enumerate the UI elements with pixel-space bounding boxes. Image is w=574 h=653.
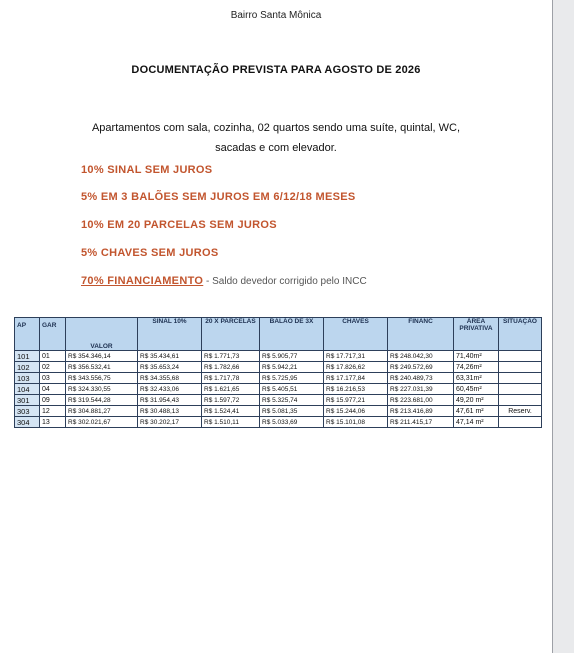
balloon-value: R$ 5.033,69 [260, 417, 324, 428]
keys-value: R$ 15.977,21 [324, 395, 388, 406]
term-installments: 10% EM 20 PARCELAS SEM JUROS [81, 219, 277, 231]
garage-number: 03 [40, 373, 66, 384]
status-value [499, 351, 542, 362]
entry-value: R$ 31.954,43 [138, 395, 202, 406]
header-gar: GAR [40, 318, 66, 351]
financing-value: R$ 223.681,00 [388, 395, 454, 406]
keys-value: R$ 16.216,53 [324, 384, 388, 395]
header-ap: AP [15, 318, 40, 351]
table-row [15, 406, 542, 417]
table-row [15, 351, 542, 362]
balloon-value: R$ 5.725,95 [260, 373, 324, 384]
installment-value: R$ 1.717,78 [202, 373, 260, 384]
private-area: 47,14 m² [454, 417, 499, 428]
price-value: R$ 302.021,67 [66, 417, 138, 428]
garage-number: 02 [40, 362, 66, 373]
table-row [15, 384, 542, 395]
header-chaves: CHAVES [324, 318, 388, 351]
private-area: 74,26m² [454, 362, 499, 373]
balloon-value: R$ 5.081,35 [260, 406, 324, 417]
header-balao: BALÃO DE 3X [260, 318, 324, 351]
table-row [15, 362, 542, 373]
status-value [499, 395, 542, 406]
units-table [14, 317, 542, 428]
unit-number: 101 [15, 351, 40, 362]
private-area: 49,20 m² [454, 395, 499, 406]
financing-note: - Saldo devedor corrigido pelo INCC [203, 276, 367, 287]
price-value: R$ 304.881,27 [66, 406, 138, 417]
header-parcelas: 20 X PARCELAS [202, 318, 260, 351]
keys-value: R$ 15.101,08 [324, 417, 388, 428]
status-value [499, 373, 542, 384]
status-value [499, 417, 542, 428]
garage-number: 13 [40, 417, 66, 428]
financing-value: R$ 249.572,69 [388, 362, 454, 373]
financing-value: R$ 213.416,89 [388, 406, 454, 417]
installment-value: R$ 1.510,11 [202, 417, 260, 428]
private-area: 71,40m² [454, 351, 499, 362]
keys-value: R$ 15.244,06 [324, 406, 388, 417]
price-value: R$ 343.556,75 [66, 373, 138, 384]
financing-value: R$ 240.489,73 [388, 373, 454, 384]
table-row [15, 373, 542, 384]
price-value: R$ 319.544,28 [66, 395, 138, 406]
entry-value: R$ 32.433,06 [138, 384, 202, 395]
status-value [499, 362, 542, 373]
financing-value: R$ 227.031,39 [388, 384, 454, 395]
balloon-value: R$ 5.405,51 [260, 384, 324, 395]
price-value: R$ 324.330,55 [66, 384, 138, 395]
entry-value: R$ 30.488,13 [138, 406, 202, 417]
header-financ: FINANC [388, 318, 454, 351]
private-area: 47,61 m² [454, 406, 499, 417]
term-entry: 10% SINAL SEM JUROS [81, 164, 213, 176]
balloon-value: R$ 5.942,21 [260, 362, 324, 373]
garage-number: 09 [40, 395, 66, 406]
financing-value: R$ 211.415,17 [388, 417, 454, 428]
header-area: ÁREA PRIVATIVA [454, 318, 499, 351]
unit-number: 104 [15, 384, 40, 395]
table-header-row [15, 318, 542, 351]
private-area: 63,31m² [454, 373, 499, 384]
keys-value: R$ 17.826,62 [324, 362, 388, 373]
document-title: DOCUMENTAÇÃO PREVISTA PARA AGOSTO DE 2026 [131, 64, 421, 76]
installment-value: R$ 1.597,72 [202, 395, 260, 406]
table-row [15, 417, 542, 428]
financing-value: R$ 248.042,30 [388, 351, 454, 362]
garage-number: 01 [40, 351, 66, 362]
entry-value: R$ 35.434,61 [138, 351, 202, 362]
financing-label: 70% FINANCIAMENTO [81, 275, 204, 287]
term-financing [81, 275, 367, 287]
price-value: R$ 356.532,41 [66, 362, 138, 373]
term-keys: 5% CHAVES SEM JUROS [81, 247, 219, 259]
status-value [499, 384, 542, 395]
table-row [15, 395, 542, 406]
unit-number: 304 [15, 417, 40, 428]
unit-number: 303 [15, 406, 40, 417]
installment-value: R$ 1.524,41 [202, 406, 260, 417]
entry-value: R$ 34.355,68 [138, 373, 202, 384]
price-value: R$ 354.346,14 [66, 351, 138, 362]
page-edge [552, 0, 553, 653]
private-area: 60,45m² [454, 384, 499, 395]
entry-value: R$ 30.202,17 [138, 417, 202, 428]
balloon-value: R$ 5.905,77 [260, 351, 324, 362]
keys-value: R$ 17.177,84 [324, 373, 388, 384]
garage-number: 04 [40, 384, 66, 395]
unit-number: 103 [15, 373, 40, 384]
entry-value: R$ 35.653,24 [138, 362, 202, 373]
units-table-body [15, 351, 542, 428]
neighborhood-header: Bairro Santa Mônica [230, 10, 322, 21]
apartment-description: Apartamentos com sala, cozinha, 02 quartos sendo uma suíte, quintal, WC, sacadas e com elevador. [91, 122, 461, 154]
keys-value: R$ 17.717,31 [324, 351, 388, 362]
header-sinal: SINAL 10% [138, 318, 202, 351]
installment-value: R$ 1.782,66 [202, 362, 260, 373]
installment-value: R$ 1.621,65 [202, 384, 260, 395]
garage-number: 12 [40, 406, 66, 417]
header-situacao: SITUAÇÃO [499, 318, 542, 351]
unit-number: 301 [15, 395, 40, 406]
status-value: Reserv. [499, 406, 542, 417]
balloon-value: R$ 5.325,74 [260, 395, 324, 406]
header-valor: VALOR [66, 318, 138, 351]
unit-number: 102 [15, 362, 40, 373]
installment-value: R$ 1.771,73 [202, 351, 260, 362]
term-balloons: 5% EM 3 BALÕES SEM JUROS EM 6/12/18 MESES [81, 191, 356, 203]
